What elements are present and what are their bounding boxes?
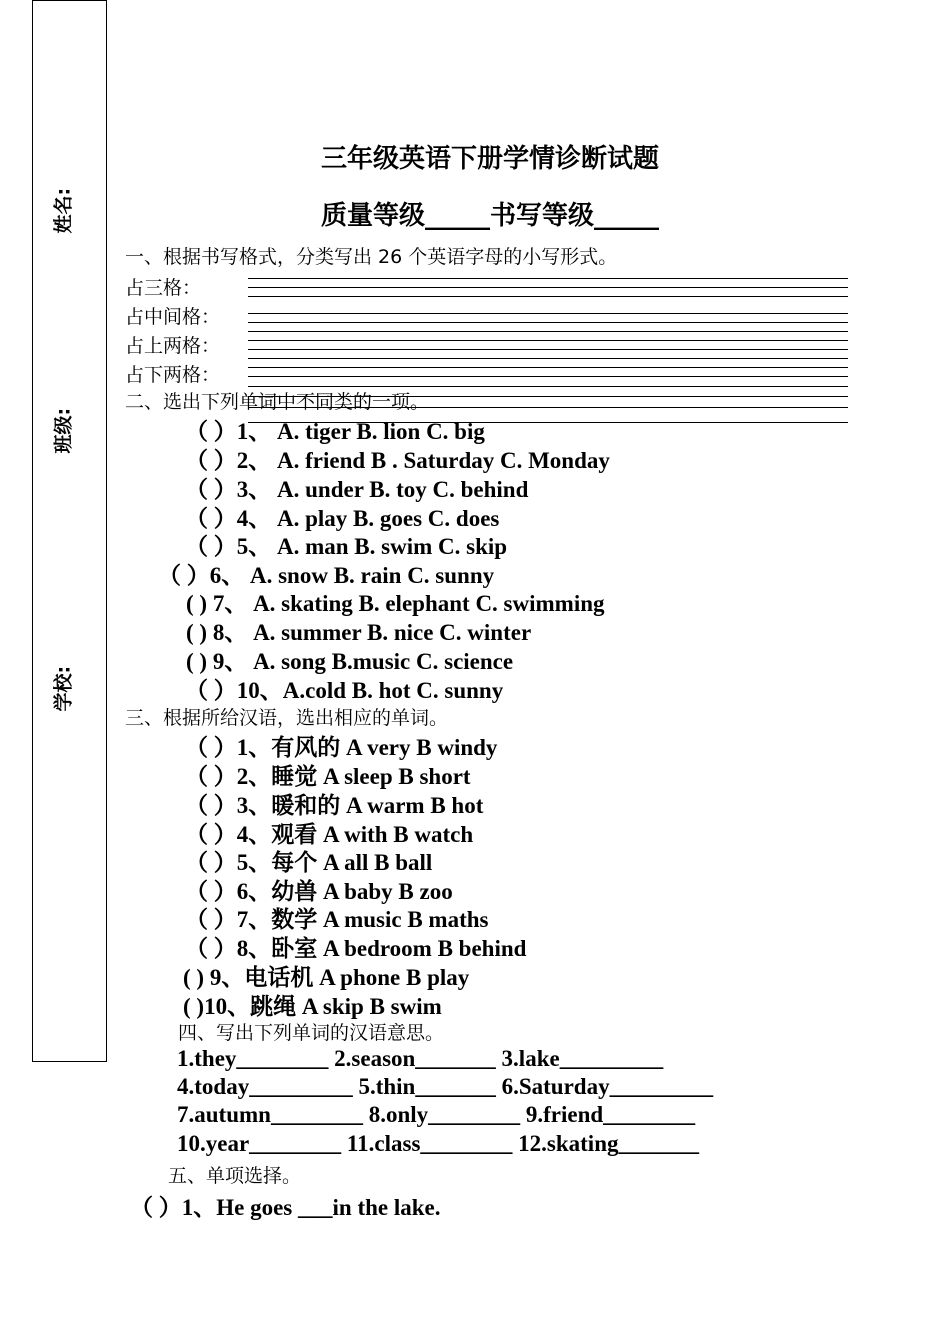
s3-item-4: （ ）4、观看 A with B watch <box>185 822 474 847</box>
writing-line <box>248 376 848 377</box>
writing-line <box>248 322 848 323</box>
writing-line <box>248 331 848 332</box>
writing-line <box>248 349 848 350</box>
section3-heading: 三、根据所给汉语，选出相应的单词。 <box>125 707 449 729</box>
s2-item-4: （ ）4、 A. play B. goes C. does <box>185 506 500 531</box>
s2-item-7: ( ) 7、 A. skating B. elephant C. swimming <box>186 591 605 616</box>
s4-row-4: 10.year________ 11.class________ 12.skating_______ <box>177 1131 699 1156</box>
s3-item-5: （ ）5、每个 A all B ball <box>185 850 433 875</box>
s3-item-10: ( )10、跳绳 A skip B swim <box>183 994 442 1019</box>
section2-heading: 二、选出下列单词中不同类的一项。 <box>125 391 430 413</box>
s1-row-3: 占上两格： <box>125 335 221 357</box>
school-label: 学校: <box>52 665 75 712</box>
s4-row-2: 4.today_________ 5.thin_______ 6.Saturday_________ <box>177 1074 714 1099</box>
s2-item-6: （ ）6、 A. snow B. rain C. sunny <box>158 563 495 588</box>
s1-row-2: 占中间格： <box>125 306 221 328</box>
class-label: 班级: <box>52 407 75 454</box>
s2-item-2: （ ）2、 A. friend B . Saturday C. Monday <box>185 448 610 473</box>
s2-item-9: ( ) 9、 A. song B.music C. science <box>186 649 514 674</box>
writing-line <box>248 367 848 368</box>
s3-item-1: （ ）1、有风的 A very B windy <box>185 735 498 760</box>
writing-line <box>248 278 848 279</box>
writing-line <box>248 358 848 359</box>
s2-item-5: （ ）5、 A. man B. swim C. skip <box>185 534 508 559</box>
section4-heading: 四、写出下列单词的汉语意思。 <box>178 1022 445 1044</box>
section5-heading: 五、单项选择。 <box>168 1165 302 1187</box>
s3-item-8: （ ）8、卧室 A bedroom B behind <box>185 936 527 961</box>
writing-line <box>248 296 848 297</box>
s2-item-10: （ ）10、A.cold B. hot C. sunny <box>185 678 504 703</box>
s1-row-4: 占下两格： <box>125 364 221 386</box>
s5-item-1: （ ）1、He goes ___in the lake. <box>130 1195 441 1220</box>
s3-item-9: ( ) 9、电话机 A phone B play <box>183 965 470 990</box>
name-label: 姓名: <box>52 187 75 234</box>
s4-row-1: 1.they________ 2.season_______ 3.lake_________ <box>177 1046 664 1071</box>
grade-line: 质量等级_____书写等级_____ <box>320 201 659 231</box>
s3-item-6: （ ）6、幼兽 A baby B zoo <box>185 879 453 904</box>
writing-line <box>248 313 848 314</box>
s2-item-1: （ ）1、 A. tiger B. lion C. big <box>185 419 485 444</box>
page-title: 三年级英语下册学情诊断试题 <box>320 144 659 174</box>
s3-item-2: （ ）2、睡觉 A sleep B short <box>185 764 471 789</box>
section1-heading: 一、根据书写格式，分类写出 26 个英语字母的小写形式。 <box>125 246 618 268</box>
writing-line <box>248 340 848 341</box>
s2-item-3: （ ）3、 A. under B. toy C. behind <box>185 477 529 502</box>
s1-row-1: 占三格： <box>125 277 202 299</box>
writing-line <box>248 287 848 288</box>
s4-row-3: 7.autumn________ 8.only________ 9.friend________ <box>177 1102 696 1127</box>
s3-item-3: （ ）3、暖和的 A warm B hot <box>185 793 484 818</box>
s3-item-7: （ ）7、数学 A music B maths <box>185 907 489 932</box>
s2-item-8: ( ) 8、 A. summer B. nice C. winter <box>186 620 532 645</box>
